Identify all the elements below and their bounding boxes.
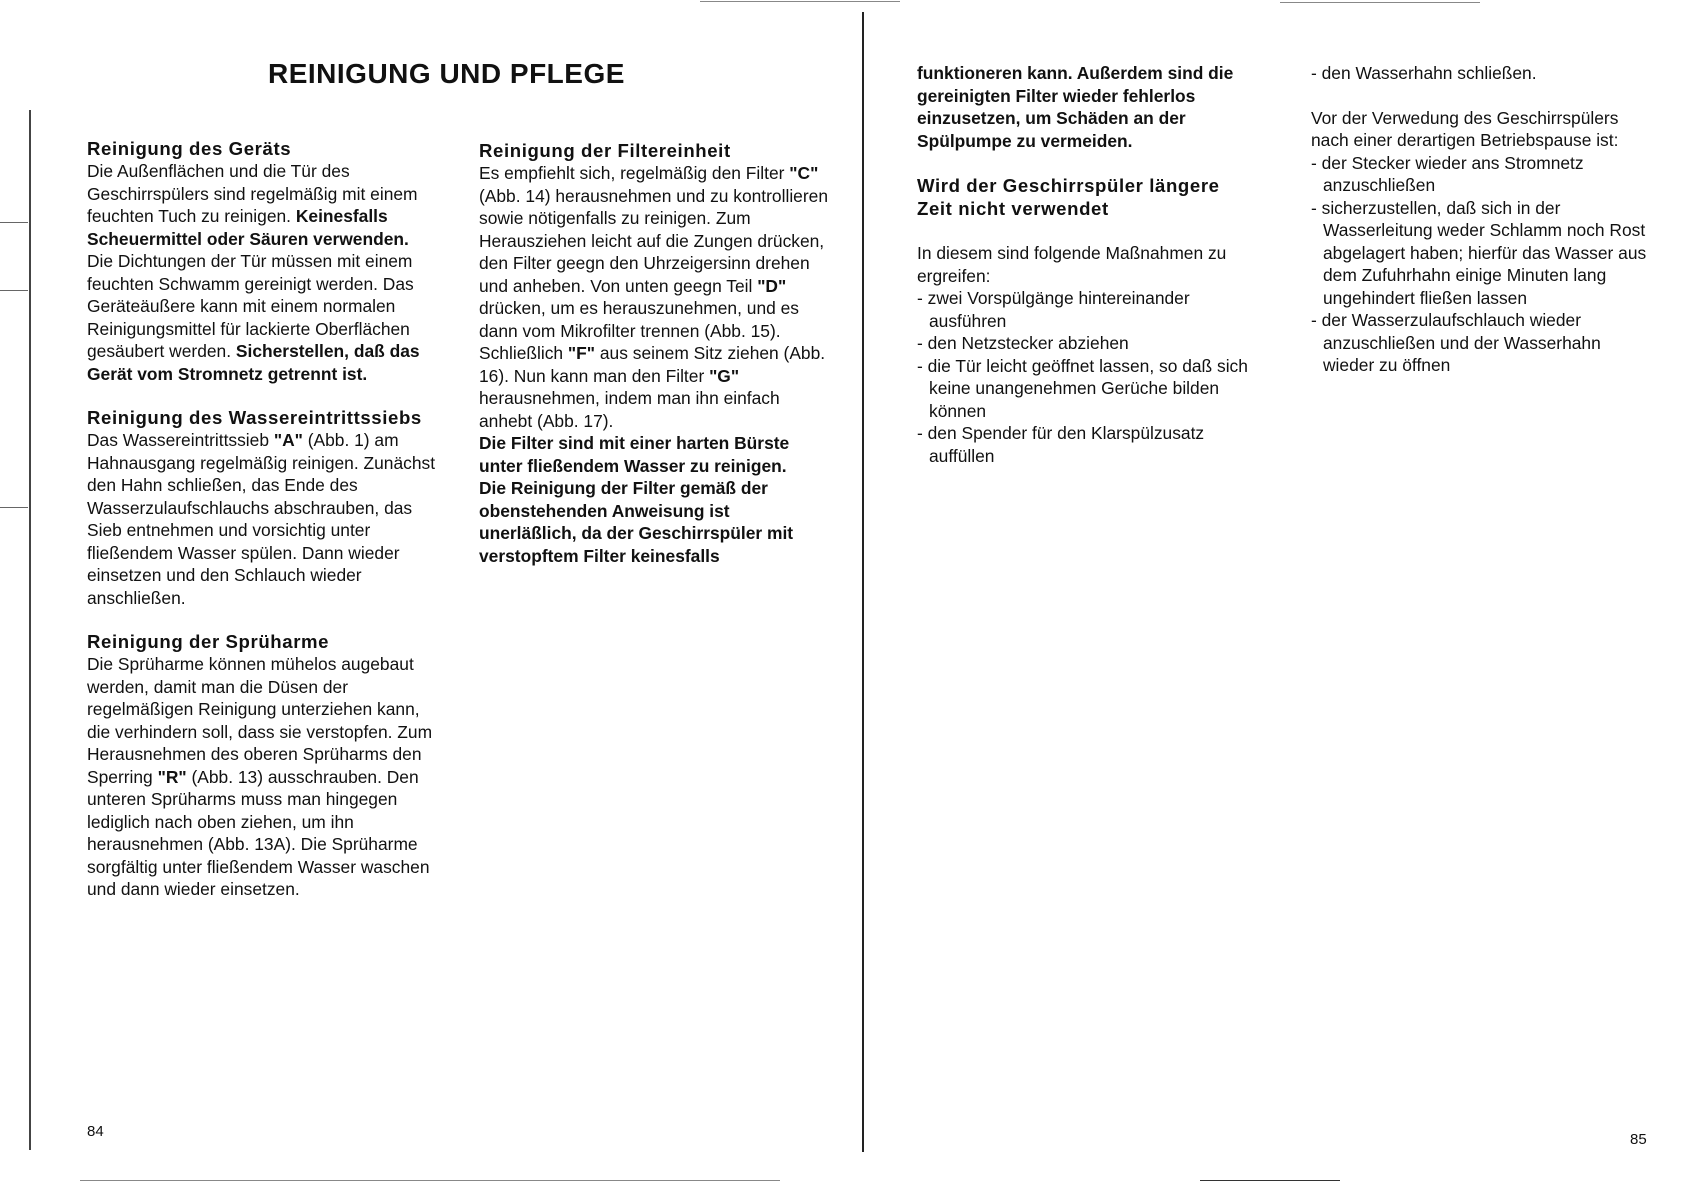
page-fold-divider bbox=[862, 12, 864, 1152]
paragraph: In diesem sind folgende Maßnahmen zu ergreifen: bbox=[917, 243, 1227, 286]
section-heading: Reinigung der Sprüharme bbox=[87, 631, 330, 652]
bottom-scan-line bbox=[80, 1180, 780, 1181]
section-heading: Reinigung des Wassereintrittssiebs bbox=[87, 407, 422, 428]
bottom-scan-line bbox=[1200, 1180, 1340, 1181]
bullet-list bbox=[1311, 152, 1651, 377]
list-item: - zwei Vorspülgänge hintereinander ausführen bbox=[917, 287, 1257, 332]
margin-tick bbox=[0, 507, 28, 508]
paragraph: Die Dichtungen der Tür müssen mit einem feuchten Schwamm gereinigt werden. Das Geräteäußere kann mit einem normalen Reinigungsmittel für lackierte Oberflächen gesäubert werden. Sicherstellen, daß das Gerät vom Stromnetz getrennt ist. bbox=[87, 251, 420, 384]
column-left-1 bbox=[87, 138, 437, 923]
top-scan-line bbox=[700, 1, 900, 2]
column-right-1 bbox=[917, 62, 1257, 467]
paragraph-bold: Die Reinigung der Filter gemäß der obenstehenden Anweisung ist unerläßlich, da der Geschirrspüler mit verstopftem Filter keinesfalls bbox=[479, 478, 794, 566]
column-left-2 bbox=[479, 140, 829, 567]
list-item: - sicherzustellen, daß sich in der Wasserleitung weder Schlamm noch Rost abgelagert haben; hierfür das Wasser aus dem Zufuhrhahn einige Minuten lang ungehindert fließen lassen bbox=[1311, 197, 1651, 310]
paragraph: Vor der Verwedung des Geschirrspülers nach einer derartigen Betriebspause ist: bbox=[1311, 107, 1619, 150]
list-item: - den Wasserhahn schließen. bbox=[1311, 62, 1651, 85]
paragraph: Die Sprüharme können mühelos augebaut werden, damit man die Düsen der regelmäßigen Reinigung unterziehen kann, die verhindern soll, dass sie verstopfen. Zum Herausnehmen des oberen Sprüharms den Sperring "R" (Abb. 13) ausschrauben. Den unteren Sprüharms muss man hingegen lediglich nach oben ziehen, um ihn herausnehmen (Abb. 13A). Die Sprüharme sorgfältig unter fließendem Wasser waschen und dann wieder einsetzen. bbox=[87, 654, 433, 899]
page-number-right: 85 bbox=[1630, 1131, 1647, 1148]
section-heading: Reinigung der Filtereinheit bbox=[479, 140, 731, 161]
spacer bbox=[917, 220, 1257, 242]
bullet-list bbox=[1311, 62, 1651, 85]
section-inlet-filter bbox=[87, 407, 437, 609]
section-heading: Wird der Geschirrspüler längere Zeit nicht verwendet bbox=[917, 175, 1220, 219]
bullet-list bbox=[917, 287, 1257, 467]
paragraph: Es empfiehlt sich, regelmäßig den Filter "C" (Abb. 14) herausnehmen und zu kontrollieren sowie nötigenfalls zu reinigen. Zum Herausziehen leicht auf die Zungen drücken, den Filter geegn den Uhrzeigersinn drehen und anheben. Von unten geegn Teil "D" drücken, um es herauszunehmen, und es dann vom Mikrofilter trennen (Abb. 15). Schließlich "F" aus seinem Sitz ziehen (Abb. 16). Nun kann man den Filter "G" herausnehmen, indem man ihn einfach anhebt (Abb. 17). bbox=[479, 163, 828, 431]
left-margin-line bbox=[29, 110, 31, 1150]
list-item: - den Spender für den Klarspülzusatz auffüllen bbox=[917, 422, 1257, 467]
spacer bbox=[1311, 85, 1651, 107]
paragraph-bold: funktioneren kann. Außerdem sind die gereinigten Filter wieder fehlerlos einzusetzen, um Schäden an der Spülpumpe zu vermeiden. bbox=[917, 63, 1234, 151]
margin-tick bbox=[0, 290, 28, 291]
page-number-left: 84 bbox=[87, 1123, 104, 1140]
paragraph: Das Wassereintrittssieb "A" (Abb. 1) am Hahnausgang regelmäßig reinigen. Zunächst den Hahn schließen, das Ende des Wasserzulaufschlauchs abschrauben, das Sieb entnehmen und vorsichtig unter fließendem Wasser spülen. Dann wieder einsetzen und den Schlauch wieder anschließen. bbox=[87, 430, 436, 608]
top-scan-line bbox=[1280, 2, 1480, 3]
paragraph: Die Außenflächen und die Tür des Geschirrspülers sind regelmäßig mit einem feuchten Tuch zu reinigen. Keinesfalls Scheuermittel oder Säuren verwenden. bbox=[87, 161, 418, 249]
page-title: REINIGUNG UND PFLEGE bbox=[268, 58, 625, 89]
section-heading: Reinigung des Geräts bbox=[87, 138, 292, 159]
list-item: - den Netzstecker abziehen bbox=[917, 332, 1257, 355]
list-item: - der Stecker wieder ans Stromnetz anzuschließen bbox=[1311, 152, 1651, 197]
list-item: - der Wasserzulaufschlauch wieder anzuschließen und der Wasserhahn wieder zu öffnen bbox=[1311, 309, 1651, 377]
list-item: - die Tür leicht geöffnet lassen, so daß sich keine unangenehmen Gerüche bilden können bbox=[917, 355, 1257, 423]
paragraph-bold: Die Filter sind mit einer harten Bürste unter fließendem Wasser zu reinigen. bbox=[479, 433, 790, 476]
column-right-2 bbox=[1311, 62, 1651, 377]
section-spray-arms bbox=[87, 631, 437, 901]
margin-tick bbox=[0, 222, 28, 223]
section-device-cleaning bbox=[87, 138, 437, 385]
